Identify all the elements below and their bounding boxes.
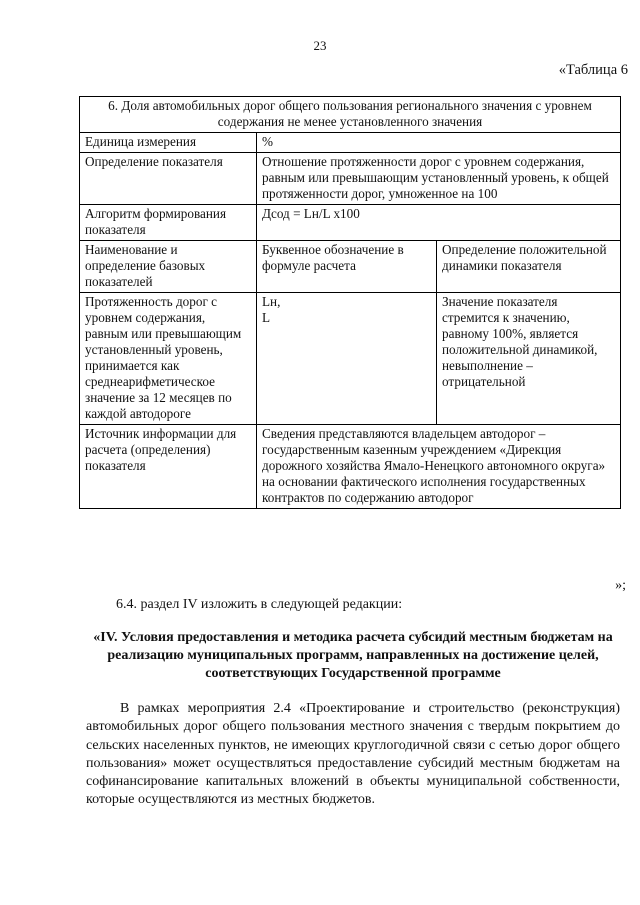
section-heading: «IV. Условия предоставления и методика расчета субсидий местным бюджетам на реализацию муниципальных программ, направленных на достижение целей, соответствующих Государственной программе <box>93 630 613 681</box>
table-caption: «Таблица 6 <box>558 62 628 78</box>
row-dynamics: Значение показателя стремится к значению, равному 100%, является положительной динамикой, невыполнение – отрицательной <box>437 293 621 425</box>
row-name: Протяженность дорог с уровнем содержания, равным или превышающим установленный уровень, принимается как среднеарифметическое значение за 12 месяцев по каждой автодороге <box>80 293 257 425</box>
table-row-definition <box>80 153 621 205</box>
table-header-row <box>80 241 621 293</box>
definition-value: Отношение протяженности дорог с уровнем содержания, равным или превышающим установленный уровень, к общей протяженности дорог, умноженное на 100 <box>257 153 621 205</box>
algorithm-value: Дсод = Lн/L х100 <box>257 205 621 241</box>
definition-label: Определение показателя <box>80 153 257 205</box>
body-paragraph: В рамках мероприятия 2.4 «Проектирование и строительство (реконструкция) автомобильных дорог общего пользования местного значения с твердым покрытием до сельских населенных пунктов, не имеющих круглогодичной связи с сетью дорог общего пользования» может осуществляться предоставление субсидий местным бюджетам на софинансирование капитальных вложений в объекты муниципальной собственности, которые осуществляются из местных бюджетов. <box>86 701 620 808</box>
closing-quote: »; <box>615 578 626 593</box>
algorithm-label: Алгоритм формирования показателя <box>80 205 257 241</box>
unit-label: Единица измерения <box>80 133 257 153</box>
header-letter: Буквенное обозначение в формуле расчета <box>257 241 437 293</box>
table-title-row <box>80 97 621 133</box>
header-dynamics: Определение положительной динамики показателя <box>437 241 621 293</box>
table-row-length <box>80 293 621 425</box>
table-title: 6. Доля автомобильных дорог общего пользования регионального значения с уровнем содержания не менее установленного значения <box>80 97 621 133</box>
table-row-algorithm <box>80 205 621 241</box>
page-number: 23 <box>313 38 327 53</box>
unit-value: % <box>257 133 621 153</box>
source-value: Сведения представляются владельцем автодорог – государственным казенным учреждением «Дирекция дорожного хозяйства Ямало-Ненецкого автономного округа» на основании фактического исполнения государственных контрактов по содержанию автодорог <box>257 425 621 509</box>
row-letter: Lн, L <box>257 293 437 425</box>
paragraph-amend: 6.4. раздел IV изложить в следующей редакции: <box>116 597 403 612</box>
header-name: Наименование и определение базовых показателей <box>80 241 257 293</box>
indicator-table <box>79 96 621 509</box>
table-row-source <box>80 425 621 509</box>
table-row-unit <box>80 133 621 153</box>
source-label: Источник информации для расчета (определения) показателя <box>80 425 257 509</box>
